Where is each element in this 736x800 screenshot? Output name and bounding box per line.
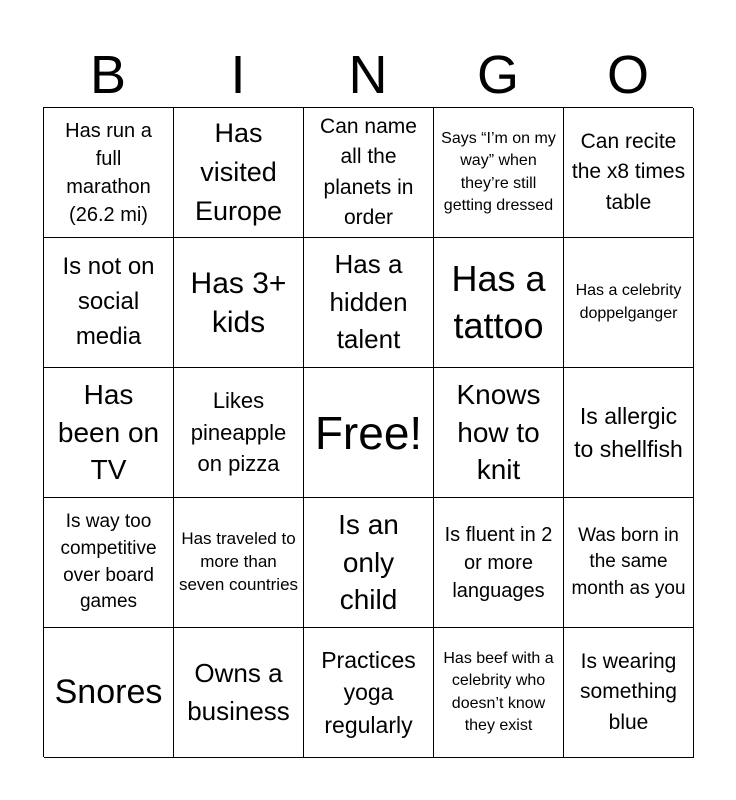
cell-text: Has 3+ kids bbox=[190, 266, 287, 339]
cell-text: Owns a business bbox=[187, 657, 290, 726]
cell-text: Knows how to knit bbox=[456, 378, 541, 486]
bingo-cell[interactable] bbox=[304, 238, 434, 368]
cell-text: Is allergic to shellfish bbox=[574, 403, 683, 462]
bingo-cell[interactable] bbox=[434, 368, 564, 498]
cell-text: Has traveled to more than seven countries bbox=[178, 529, 299, 594]
bingo-board bbox=[43, 107, 693, 757]
header-letter-o: O bbox=[606, 45, 649, 105]
bingo-cell[interactable] bbox=[434, 108, 564, 238]
cell-text: Is way too competitive over board games bbox=[60, 511, 157, 613]
bingo-cell[interactable] bbox=[174, 628, 304, 758]
bingo-cell[interactable] bbox=[44, 368, 174, 498]
bingo-cell[interactable] bbox=[304, 368, 434, 498]
bingo-cell[interactable] bbox=[434, 498, 564, 628]
bingo-cell[interactable] bbox=[564, 108, 694, 238]
cell-text: Has visited Europe bbox=[194, 117, 283, 227]
bingo-cell[interactable] bbox=[44, 238, 174, 368]
bingo-cell[interactable] bbox=[564, 368, 694, 498]
bingo-cell[interactable] bbox=[174, 108, 304, 238]
header-letter-g: G bbox=[476, 45, 519, 105]
cell-text: Free! bbox=[314, 406, 423, 459]
cell-text: Snores bbox=[54, 673, 163, 712]
bingo-cell[interactable] bbox=[174, 368, 304, 498]
bingo-cell[interactable] bbox=[44, 498, 174, 628]
header-letter-b: B bbox=[89, 45, 127, 105]
cell-text: Has run a full marathon (26.2 mi) bbox=[65, 119, 152, 226]
bingo-cell[interactable] bbox=[434, 238, 564, 368]
bingo-cell[interactable] bbox=[304, 108, 434, 238]
cell-text: Was born in the same month as you bbox=[571, 524, 686, 599]
bingo-cell[interactable] bbox=[434, 628, 564, 758]
bingo-cell[interactable] bbox=[44, 628, 174, 758]
cell-text: Says “I’m on my way” when they’re still getting dressed bbox=[441, 129, 556, 214]
cell-text: Is not on social media bbox=[62, 253, 155, 350]
bingo-cell[interactable] bbox=[564, 628, 694, 758]
bingo-cell[interactable] bbox=[564, 498, 694, 628]
cell-text: Has a celebrity doppelganger bbox=[575, 282, 682, 322]
cell-text: Has a tattoo bbox=[451, 257, 546, 346]
bingo-header bbox=[43, 44, 693, 106]
bingo-cell[interactable] bbox=[564, 238, 694, 368]
cell-text: Has a hidden talent bbox=[329, 248, 408, 355]
bingo-cell[interactable] bbox=[304, 628, 434, 758]
cell-text: Practices yoga regularly bbox=[321, 647, 416, 738]
cell-text: Is wearing something blue bbox=[580, 649, 677, 734]
header-letter-i: I bbox=[230, 45, 246, 105]
cell-text: Is an only child bbox=[338, 508, 399, 616]
cell-text: Has been on TV bbox=[57, 378, 160, 486]
bingo-cell[interactable] bbox=[44, 108, 174, 238]
cell-text: Can recite the x8 times table bbox=[571, 129, 686, 214]
cell-text: Has beef with a celebrity who doesn’t know they exist bbox=[443, 649, 554, 734]
cell-text: Is fluent in 2 or more languages bbox=[444, 523, 553, 602]
bingo-cell[interactable] bbox=[174, 498, 304, 628]
bingo-cell[interactable] bbox=[174, 238, 304, 368]
bingo-cell[interactable] bbox=[304, 498, 434, 628]
header-letter-n: N bbox=[348, 45, 388, 105]
cell-text: Can name all the planets in order bbox=[320, 114, 417, 229]
cell-text: Likes pineapple on pizza bbox=[190, 387, 287, 477]
